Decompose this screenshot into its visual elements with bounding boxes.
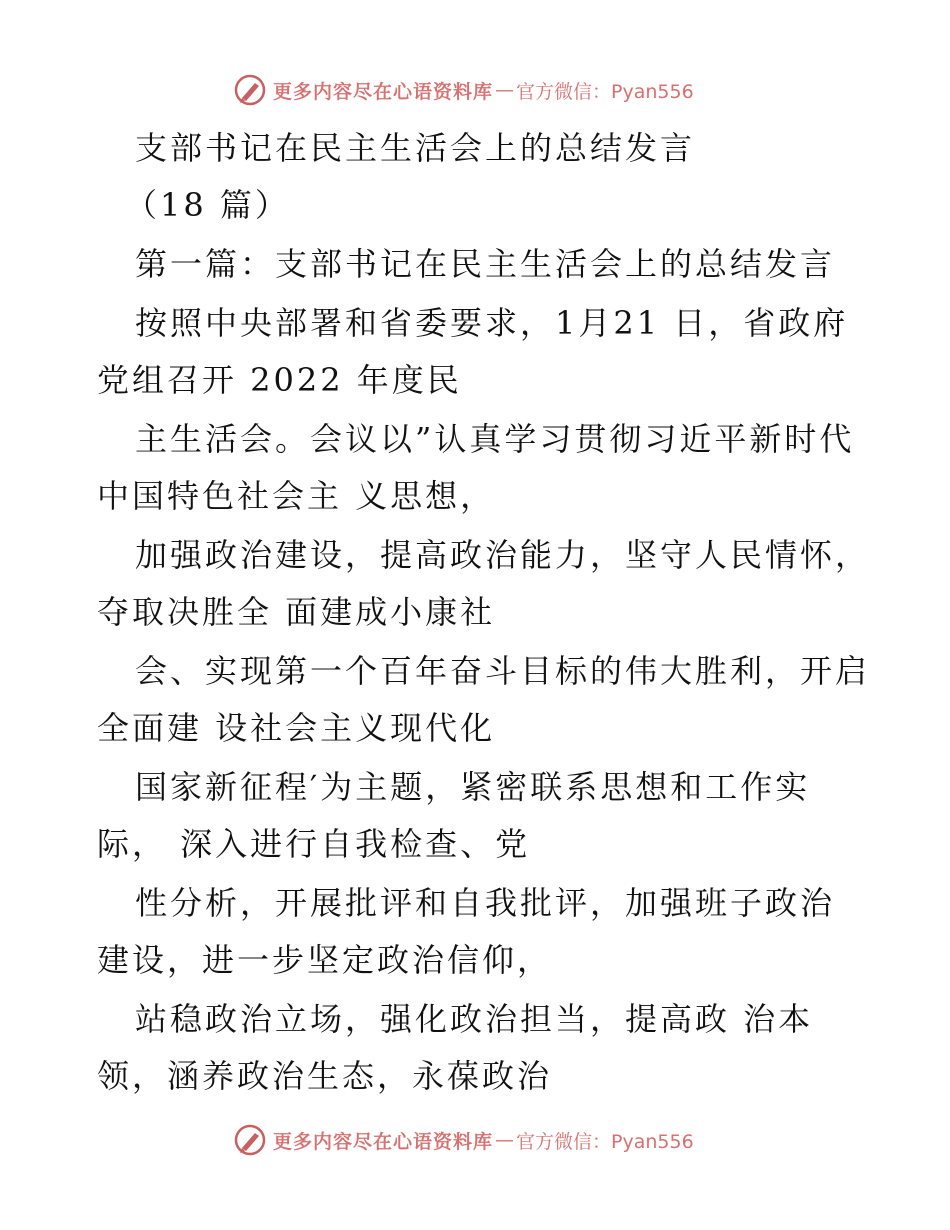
doc-line: 会、实现第一个百年奋斗目标的伟大胜利，开启 [135,652,871,690]
doc-line: 性分析，开展批评和自我批评，加强班子政治 [135,884,836,922]
watermark-official-text: 官方微信：Pyan556 [516,1130,694,1153]
pen-logo-icon [233,1123,267,1157]
watermark-dash: — [495,1129,515,1151]
doc-line: 国家新征程′为主题，紧密联系思想和工作实 [135,768,811,806]
doc-line: 夺取决胜全 面建成小康社 [97,593,496,631]
doc-line: 主生活会。会议以”认真学习贯彻习近平新时代 [135,420,855,458]
watermark-main-text: 更多内容尽在心语资料库 [273,1130,494,1153]
doc-line: 全面建 设社会主义现代化 [97,709,496,747]
doc-title: 支部书记在民主生活会上的总结发言 [135,129,696,167]
watermark-main-text: 更多内容尽在心语资料库 [273,80,494,103]
doc-line: 加强政治建设，提高政治能力，坚守人民情怀， [135,536,871,574]
watermark-official-text: 官方微信：Pyan556 [516,80,694,103]
doc-line: 按照中央部署和省委要求，1月21 日，省政府 [135,304,849,342]
watermark-dash: — [495,79,515,101]
doc-line: 领，涵养政治生态，永葆政治 [97,1057,553,1095]
pen-logo-icon [233,73,267,107]
footer-watermark [233,1120,694,1160]
header-watermark [233,70,694,110]
doc-line: 际， 深入进行自我检查、党 [97,825,531,863]
doc-line: 党组召开 2022 年度民 [97,361,462,399]
doc-line: 中国特色社会主 义思想， [97,477,496,515]
doc-subtitle: （18 篇） [125,186,290,224]
doc-line: 站稳政治立场，强化政治担当，提高政 治本 [135,1000,814,1038]
doc-line: 建设，进一步坚定政治信仰， [97,941,553,979]
doc-section-heading: 第一篇：支部书记在民主生活会上的总结发言 [135,245,836,283]
